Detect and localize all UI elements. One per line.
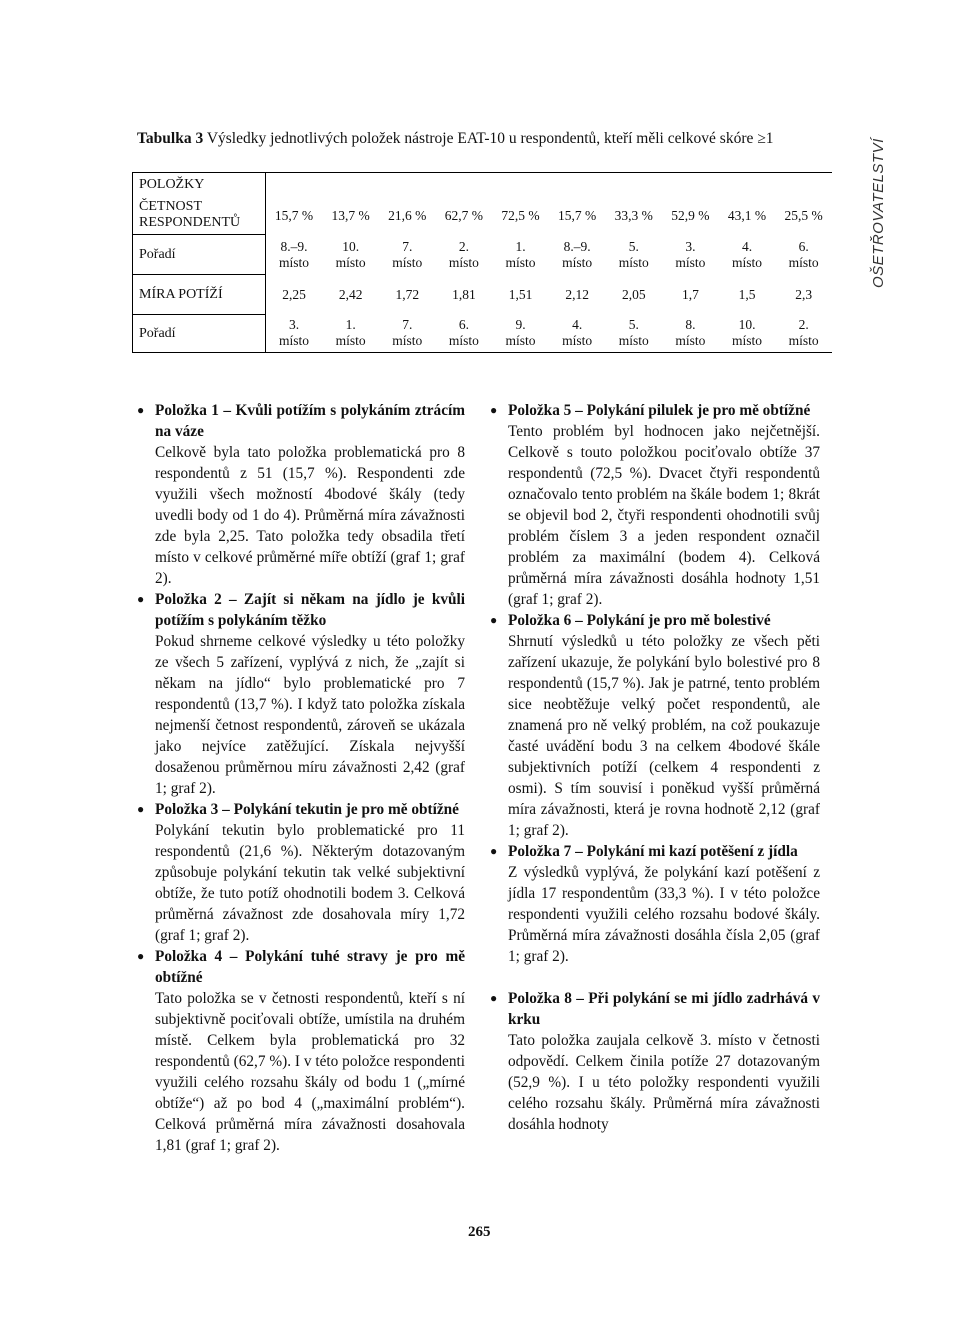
table-cell xyxy=(719,315,776,353)
table-cell xyxy=(775,275,832,315)
cell-value: 10. xyxy=(342,238,360,254)
cell-value: 2,25 xyxy=(282,286,306,302)
cell-value: 21,6 % xyxy=(388,207,427,223)
cell-value: 13,7 % xyxy=(331,207,370,223)
list-item xyxy=(137,946,465,1156)
cell-value: 7. xyxy=(402,317,413,333)
table-caption-label: Tabulka 3 xyxy=(137,130,204,147)
cell-value: 2,12 xyxy=(565,286,589,302)
table-cell xyxy=(492,197,549,235)
item-heading: Položka 6 – Polykání je pro mě bolestivé xyxy=(508,612,771,629)
list-item xyxy=(490,610,820,841)
cell-value: 2. xyxy=(798,317,809,333)
bullet-icon: ● xyxy=(490,403,498,417)
table-cell xyxy=(719,235,776,275)
cell-misto: místo xyxy=(618,333,649,349)
item-body: Celkově byla tato položka problematická pro 8 respondentů z 51 (15,7 %). Respondenti zde využili všech možností 4bodové škály (tedy uvedli body od 1 do 4). Průměrná míra závažnosti zde byla 2,25. Tato položka tedy obsadila třetí místo v celkové průměrné míře obtíží (graf 1; graf 2). xyxy=(155,444,465,587)
cell-misto: místo xyxy=(675,254,706,270)
cell-value: 6. xyxy=(798,238,809,254)
cell-value: 1,7 xyxy=(681,286,699,302)
cell-value: 3. xyxy=(288,317,300,333)
cell-value: 8.–9. xyxy=(563,238,591,254)
table-cell xyxy=(322,197,379,235)
table-cell xyxy=(379,235,436,275)
cell-value: 2. xyxy=(458,238,469,254)
row-label-polozky: POLOŽKY xyxy=(133,173,266,197)
table-cell xyxy=(549,315,606,353)
cell-misto: místo xyxy=(732,254,763,270)
item-body: Shrnutí výsledků u této položky ze všech pěti zařízení ukazuje, že polykání bylo bolestivé pro 8 respondentů (15,7 %). Jak je patrné, tento problém sice neobtěžuje velký počet respondentů, ale znamená pro ně velký problém, na což poukazuje časté uvádění bodu 3 na celkem 4bodové škále subjektivních potíží (celkem 4 respondenti z osmi). S tím souvisí i poněkud vyšší průměrná míra závažnosti, která je rovna hodnotě 2,12 (graf 1; graf 2). xyxy=(508,633,820,839)
table-cell xyxy=(379,275,436,315)
row-label-poradi1: Pořadí xyxy=(133,235,266,275)
table-cell xyxy=(775,197,832,235)
table-cell xyxy=(492,315,549,353)
list-item xyxy=(137,799,465,946)
cell-misto: místo xyxy=(618,254,649,270)
table-cell xyxy=(265,315,322,353)
cell-value: 4. xyxy=(572,317,583,333)
item-heading: Položka 7 – Polykání mi kazí potěšení z jídla xyxy=(508,843,798,860)
cell-value: 2,3 xyxy=(795,286,813,302)
table-cell xyxy=(379,315,436,353)
table-cell xyxy=(265,235,322,275)
table-cell xyxy=(775,315,832,353)
bullet-icon: ● xyxy=(490,613,498,627)
table-caption-text: Výsledky jednotlivých položek nástroje EAT-10 u respondentů, kteří měli celkové skóre ≥1 xyxy=(206,130,774,147)
section-side-label-text: OŠETŘOVATELSTVÍ xyxy=(870,138,887,288)
item-body: Tato položka zaujala celkově 3. místo v četnosti odpovědí. Celkem činila potíže 27 dotazovaným (52,9 %). I u této položky respondenti využili celého rozsahu škály. Průměrná míra závažnosti dosáhla hodnoty xyxy=(508,1032,820,1133)
table-cell xyxy=(775,235,832,275)
cell-value: 33,3 % xyxy=(614,207,653,223)
results-table xyxy=(132,172,832,353)
cell-misto: místo xyxy=(562,254,593,270)
cell-misto: místo xyxy=(392,254,423,270)
table-cell xyxy=(662,235,719,275)
cell-value: 52,9 % xyxy=(671,207,710,223)
item-heading: Položka 3 – Polykání tekutin je pro mě obtížné xyxy=(155,801,459,818)
left-column xyxy=(137,400,465,1156)
table-cell xyxy=(322,235,379,275)
cell-value: 1,81 xyxy=(452,286,476,302)
cell-misto: místo xyxy=(279,254,310,270)
table-cell xyxy=(436,315,493,353)
cell-value: 2,05 xyxy=(621,286,646,302)
cell-value: 7. xyxy=(402,238,413,254)
cell-misto: místo xyxy=(335,333,366,349)
cell-value: 62,7 % xyxy=(444,207,484,223)
list-item xyxy=(490,841,820,967)
bullet-icon: ● xyxy=(490,844,498,858)
cell-value: 2,42 xyxy=(338,286,363,302)
table-cell xyxy=(662,197,719,235)
cell-misto: místo xyxy=(788,333,819,349)
page-number: 265 xyxy=(468,1224,491,1240)
table-cell xyxy=(322,315,379,353)
table-cell xyxy=(605,315,662,353)
item-body: Z výsledků vyplývá, že polykání kazí potěšení z jídla 17 respondentům (33,3 %). I v této položce respondenti využili celého rozsahu bodové škály. Průměrná míra závažnosti dosáhla čísla 2,05 (graf 1; graf 2). xyxy=(508,864,820,965)
cell-value: 1. xyxy=(345,317,356,333)
cell-value: 5. xyxy=(628,238,639,254)
cell-value: 9. xyxy=(515,317,526,333)
list-item xyxy=(137,400,465,589)
cell-value: 43,1 % xyxy=(727,207,767,223)
cell-misto: místo xyxy=(279,333,310,349)
bullet-icon: ● xyxy=(137,802,145,816)
cell-misto: místo xyxy=(505,254,536,270)
table-cell xyxy=(436,275,493,315)
table-cell xyxy=(379,197,436,235)
table-cell xyxy=(549,235,606,275)
list-item xyxy=(490,988,820,1135)
table-cell xyxy=(492,275,549,315)
table-cell xyxy=(549,197,606,235)
cell-value: 1. xyxy=(515,238,526,254)
bullet-icon: ● xyxy=(137,592,145,606)
row-label-mira: MÍRA POTÍŽÍ xyxy=(133,275,266,315)
cell-value: 1,5 xyxy=(738,286,756,302)
table-cell xyxy=(322,275,379,315)
table-cell xyxy=(719,197,776,235)
table-cell xyxy=(719,275,776,315)
item-heading: Položka 5 – Polykání pilulek je pro mě obtížné xyxy=(508,402,811,419)
cell-value: 15,7 % xyxy=(274,207,314,223)
item-heading: Položka 4 – Polykání tuhé stravy je pro mě obtížné xyxy=(155,948,465,986)
item-heading: Položka 2 – Zajít si někam na jídlo je kvůli potížím s polykáním těžko xyxy=(155,591,465,629)
list-item xyxy=(490,400,820,610)
cell-misto: místo xyxy=(392,333,423,349)
cell-misto: místo xyxy=(335,254,366,270)
item-body: Polykání tekutin bylo problematické pro 11 respondentů (21,6 %). Některým dotazovaným způsobuje polykání tekutin tak velké subjektivní obtíže, že tuto potíž ohodnotili bodem 3. Celková průměrná závažnost zde dosahovala míry 1,72 (graf 1; graf 2). xyxy=(155,822,465,944)
table-caption xyxy=(137,130,774,148)
cell-value: 15,7 % xyxy=(558,207,597,223)
bullet-icon: ● xyxy=(137,403,145,417)
cell-value: 25,5 % xyxy=(784,207,823,223)
cell-value: 1,72 xyxy=(395,286,420,302)
table-cell xyxy=(265,275,322,315)
cell-value: 6. xyxy=(458,317,469,333)
cell-value: 3. xyxy=(685,238,696,254)
cell-value: 8. xyxy=(685,317,696,333)
table-cell xyxy=(436,235,493,275)
cell-value: 10. xyxy=(738,317,756,333)
table-cell xyxy=(605,275,662,315)
cell-misto: místo xyxy=(788,254,819,270)
table-cell xyxy=(605,197,662,235)
table-cell xyxy=(662,275,719,315)
cell-misto: místo xyxy=(505,333,536,349)
cell-value: 1,51 xyxy=(508,286,533,302)
cell-value: 5. xyxy=(628,317,639,333)
table-cell xyxy=(436,197,493,235)
list-item xyxy=(137,589,465,799)
row-label-poradi2: Pořadí xyxy=(133,315,266,353)
cell-misto: místo xyxy=(448,254,479,270)
cell-misto: místo xyxy=(675,333,706,349)
cell-misto: místo xyxy=(448,333,479,349)
row-label-cetnost: ČETNOST RESPONDENTŮ xyxy=(133,197,266,235)
table-cell xyxy=(605,235,662,275)
table-cell xyxy=(265,197,322,235)
item-body: Tato položka se v četnosti respondentů, kteří s ní subjektivně pociťovali obtíže, umístila na druhém místě. Celkem byla problematická pro 32 respondentů (62,7 %). I v této položce respondenti využili celého rozsahu škály od bodu 1 („mírné obtíže“) až po bod 4 („maximální problém“). Celková průměrná míra závažnosti dosahovala 1,81 (graf 1; graf 2). xyxy=(155,990,465,1154)
cell-misto: místo xyxy=(562,333,593,349)
right-column xyxy=(490,400,820,1135)
cell-value: 8.–9. xyxy=(280,238,308,254)
table-cell xyxy=(662,315,719,353)
cell-value: 4. xyxy=(741,238,753,254)
table-cell xyxy=(549,275,606,315)
cell-value: 72,5 % xyxy=(501,207,540,223)
item-heading: Položka 8 – Při polykání se mi jídlo zadrhává v krku xyxy=(508,990,820,1028)
item-body: Tento problém byl hodnocen jako nejčetnější. Celkově s touto položkou pociťovalo obtíže 37 respondentů (72,5 %). Dvacet čtyři respondentů označovalo tento problém na škále bodem 1; 8krát se objevil bod 2, čtyři respondenti ohodnotili svůj problém číslem 3 a jeden respondent označil problém za maximální (bodem 4). Celková průměrná míra závažnosti dosáhla hodnoty 1,51 (graf 1; graf 2). xyxy=(508,423,820,608)
section-side-label xyxy=(846,128,887,288)
table-cell xyxy=(492,235,549,275)
bullet-icon: ● xyxy=(490,991,498,1005)
bullet-icon: ● xyxy=(137,949,145,963)
item-body: Pokud shrneme celkové výsledky u této položky ze všech 5 zařízení, vyplývá z nich, že „zajít si někam na jídlo“ bylo problematické pro 7 respondentů (13,7 %). I když tato položka získala nejmenší četnost respondentů, zároveň se ukázala jako nejvíce zatěžující. Získala nejvyšší dosaženou průměrnou míru závažnosti 2,42 (graf 1; graf 2). xyxy=(155,633,465,797)
cell-misto: místo xyxy=(732,333,763,349)
item-heading: Položka 1 – Kvůli potížím s polykáním ztrácím na váze xyxy=(155,402,465,440)
